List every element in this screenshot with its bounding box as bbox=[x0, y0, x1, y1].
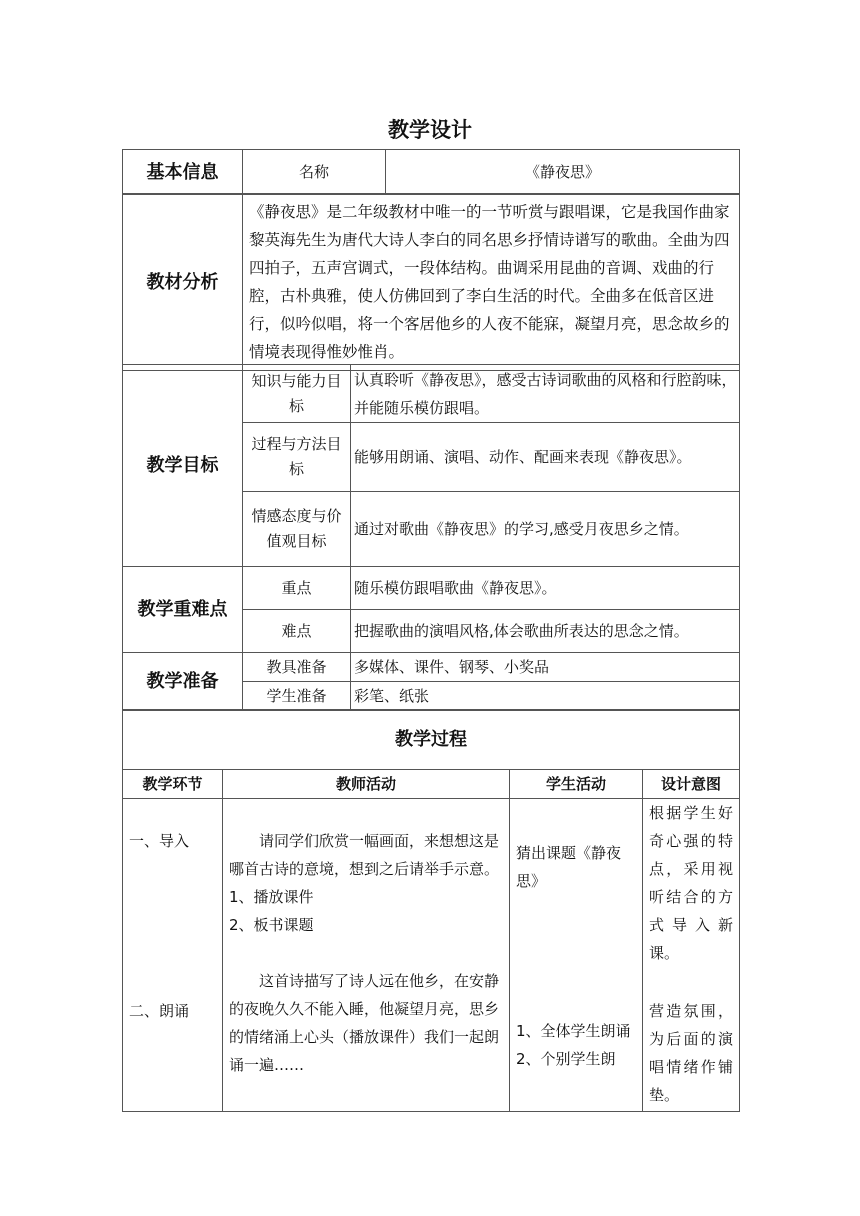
goal-name-knowledge: 知识与能力目标 bbox=[243, 365, 351, 423]
keypoint-text-difficulty: 把握歌曲的演唱风格,体会歌曲所表达的思念之情。 bbox=[351, 610, 740, 653]
keypoints-label: 教学重难点 bbox=[123, 567, 243, 653]
goal-name-process: 过程与方法目标 bbox=[243, 423, 351, 492]
goal-text-process: 能够用朗诵、演唱、动作、配画来表现《静夜思》。 bbox=[351, 423, 740, 492]
intent-intro-text: 根据学生好奇心强的特点，采用视听结合的方式导入新课。 bbox=[649, 804, 733, 962]
teacher-intro-text: 请同学们欣赏一幅画面，来想想这是哪首古诗的意境，想到之后请举手示意。 bbox=[229, 832, 500, 878]
goals-table bbox=[122, 364, 740, 567]
prep-table bbox=[122, 652, 740, 711]
teacher-intro-item-2: 2、板书课题 bbox=[229, 916, 314, 934]
prep-label: 教学准备 bbox=[123, 653, 243, 711]
header-teacher: 教师活动 bbox=[223, 770, 510, 799]
step-intro: 一、导入 bbox=[129, 832, 190, 850]
keypoints-table bbox=[122, 566, 740, 653]
student-intro-text: 猜出课题《静夜思》 bbox=[516, 844, 622, 890]
header-step: 教学环节 bbox=[123, 770, 223, 799]
name-label: 名称 bbox=[243, 150, 386, 195]
prep-name-student: 学生准备 bbox=[243, 682, 351, 711]
goal-text-emotion: 通过对歌曲《静夜思》的学习,感受月夜思乡之情。 bbox=[351, 492, 740, 567]
prep-text-student: 彩笔、纸张 bbox=[351, 682, 740, 711]
student-recite-item-2: 2、个别学生朗 bbox=[516, 1050, 616, 1068]
prep-text-teacher: 多媒体、课件、钢琴、小奖品 bbox=[351, 653, 740, 682]
analysis-label: 教材分析 bbox=[123, 194, 243, 371]
keypoint-name-focus: 重点 bbox=[243, 567, 351, 610]
teacher-intro-item-1: 1、播放课件 bbox=[229, 888, 314, 906]
intent-recite-text: 营造氛围，为后面的演唱情绪作铺垫。 bbox=[649, 1002, 733, 1104]
info-table bbox=[122, 149, 740, 195]
process-title: 教学过程 bbox=[123, 710, 740, 770]
document-title: 教学设计 bbox=[388, 118, 472, 142]
analysis-table bbox=[122, 193, 740, 371]
goal-text-knowledge: 认真聆听《静夜思》，感受古诗词歌曲的风格和行腔韵味，并能随乐模仿跟唱。 bbox=[351, 365, 740, 423]
basic-info-label: 基本信息 bbox=[123, 150, 243, 195]
process-table bbox=[122, 709, 740, 1112]
keypoint-name-difficulty: 难点 bbox=[243, 610, 351, 653]
header-student: 学生活动 bbox=[510, 770, 643, 799]
name-value: 《静夜思》 bbox=[386, 150, 740, 195]
teacher-recite-text: 这首诗描写了诗人远在他乡，在安静的夜晚久久不能入睡，他凝望月亮，思乡的情绪涌上心头（播放课件）我们一起朗诵一遍…… bbox=[229, 972, 500, 1074]
analysis-text: 《静夜思》是二年级教材中唯一的一节听赏与跟唱课，它是我国作曲家黎英海先生为唐代大诗人李白的同名思乡抒情诗谱写的歌曲。全曲为四四拍子，五声宫调式，一段体结构。曲调采用昆曲的音调、戏曲的行腔，古朴典雅，使人仿佛回到了李白生活的时代。全曲多在低音区进行，似吟似唱，将一个客居他乡的人夜不能寐，凝望月亮，思念故乡的情境表现得惟妙惟肖。 bbox=[243, 194, 740, 371]
step-recite: 二、朗诵 bbox=[129, 1002, 190, 1020]
header-intent: 设计意图 bbox=[643, 770, 740, 799]
goal-name-emotion: 情感态度与价值观目标 bbox=[243, 492, 351, 567]
keypoint-text-focus: 随乐模仿跟唱歌曲《静夜思》。 bbox=[351, 567, 740, 610]
student-recite-item-1: 1、全体学生朗诵 bbox=[516, 1022, 631, 1040]
goals-label: 教学目标 bbox=[123, 365, 243, 567]
prep-name-teacher: 教具准备 bbox=[243, 653, 351, 682]
